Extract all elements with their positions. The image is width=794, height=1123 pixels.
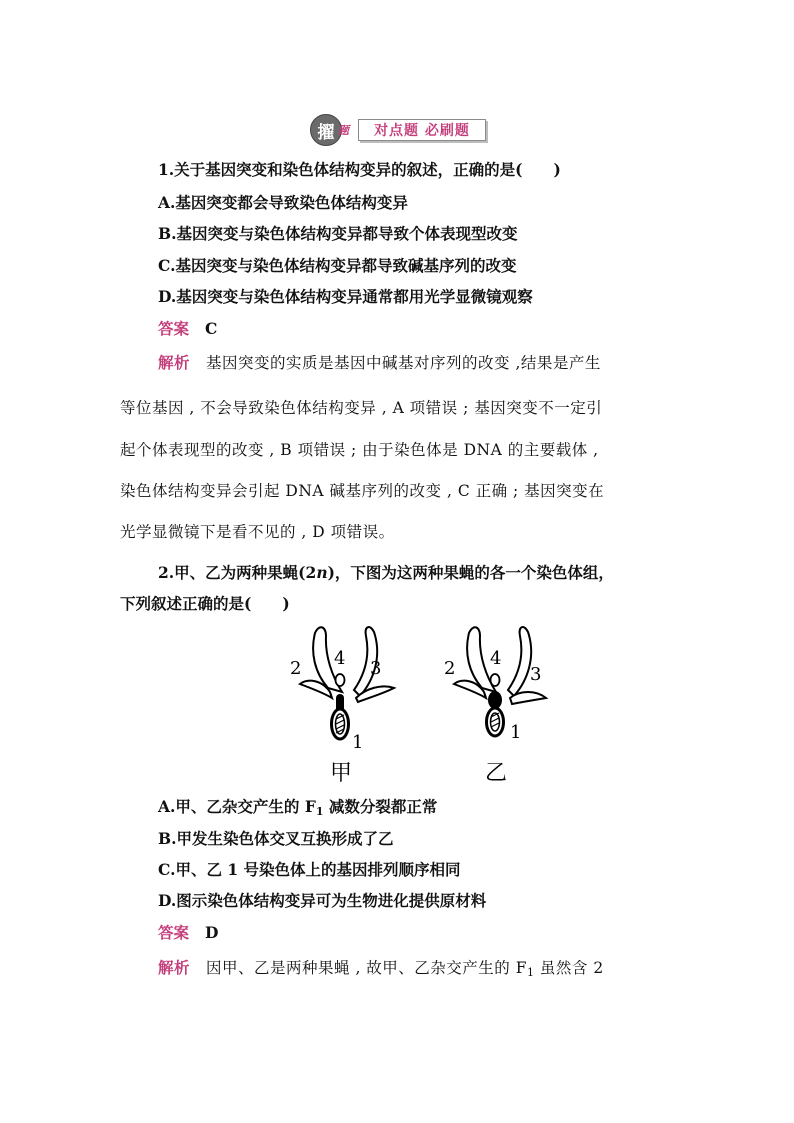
q1-option-c: C.基因突变与染色体结构变异都导致碱基序列的改变 <box>158 256 517 275</box>
q1-option-b: B.基因突变与染色体结构变异都导致个体表现型改变 <box>158 224 518 243</box>
label-yi-4: 4 <box>490 648 502 669</box>
label-jia-3: 3 <box>370 658 382 679</box>
q1-analysis-line-4: 染色体结构变异会引起 DNA 碱基序列的改变 , C 正确 ; 基因突变在 <box>120 482 605 500</box>
karyotype-yi <box>444 627 546 786</box>
karyotype-jia <box>290 627 394 786</box>
q1-answer: C <box>205 319 218 338</box>
q2-analysis-line-1: 解析 因甲、乙是两种果蝇 , 故甲、乙杂交产生的 $F_1$ 虽然含 2 <box>158 958 604 979</box>
analysis-label: 解析 <box>158 353 191 372</box>
q2-option-a: A.甲、乙杂交产生的 $F_1$ 减数分裂都正常 <box>158 797 438 818</box>
q2-option-c: C.甲、乙 1 号染色体上的基因排列顺序相同 <box>158 860 461 879</box>
label-yi-3: 3 <box>530 664 542 685</box>
label-yi-1: 1 <box>510 722 522 743</box>
q2-answer-row <box>158 923 218 943</box>
q1-analysis-line-2: 等位基因 , 不会导致染色体结构变异 , A 项错误 ; 基因突变不一定引 <box>120 399 603 417</box>
q2-answer: D <box>205 923 219 942</box>
q2-stem-line-2: 下列叙述正确的是( ) <box>120 594 290 613</box>
q2-option-b: B.甲发生染色体交叉互换形成了乙 <box>158 829 394 848</box>
label-yi-2: 2 <box>444 658 456 679</box>
banner-title: 对点题 必刷题 <box>358 119 486 141</box>
chromosome-3-right <box>508 627 531 696</box>
chromosome-4-dot <box>336 674 345 686</box>
q1-analysis-line-3: 起个体表现型的改变 , B 项错误 ; 由于染色体是 DNA 的主要载体 , <box>120 441 599 459</box>
caption-yi: 乙 <box>485 761 508 786</box>
section-banner <box>310 114 486 144</box>
q1-option-a: A.基因突变都会导致染色体结构变异 <box>158 193 408 212</box>
label-jia-1: 1 <box>352 732 364 753</box>
chromosome-figure <box>270 618 560 788</box>
label-jia-4: 4 <box>334 648 346 669</box>
q2-stem-line-1: 2.甲、乙为两种果蝇(2n)，下图为这两种果蝇的各一个染色体组， <box>158 563 614 582</box>
answer-label: 答案 <box>158 923 190 942</box>
chromosome-1-top <box>488 691 502 709</box>
q1-analysis-line-1: 解析 基因突变的实质是基因中碱基对序列的改变 ,结果是产生 <box>158 353 601 372</box>
q1-analysis-line-5: 光学显微镜下是看不见的 , D 项错误。 <box>120 523 395 541</box>
q2-option-d: D.图示染色体结构变异可为生物进化提供原材料 <box>158 891 487 910</box>
seal-sub-char: 题 <box>338 124 349 137</box>
q1-answer-row <box>158 319 217 339</box>
q1-stem: 1.关于基因突变和染色体结构变异的叙述，正确的是( ) <box>158 160 561 179</box>
q1-option-d: D.基因突变与染色体结构变异通常都用光学显微镜观察 <box>158 287 533 306</box>
caption-jia: 甲 <box>330 761 353 786</box>
analysis-label: 解析 <box>158 958 191 977</box>
chromosome-4-dot <box>491 674 500 686</box>
seal-logo: 擢 <box>310 114 342 146</box>
answer-label: 答案 <box>158 319 190 338</box>
label-jia-2: 2 <box>290 658 302 679</box>
